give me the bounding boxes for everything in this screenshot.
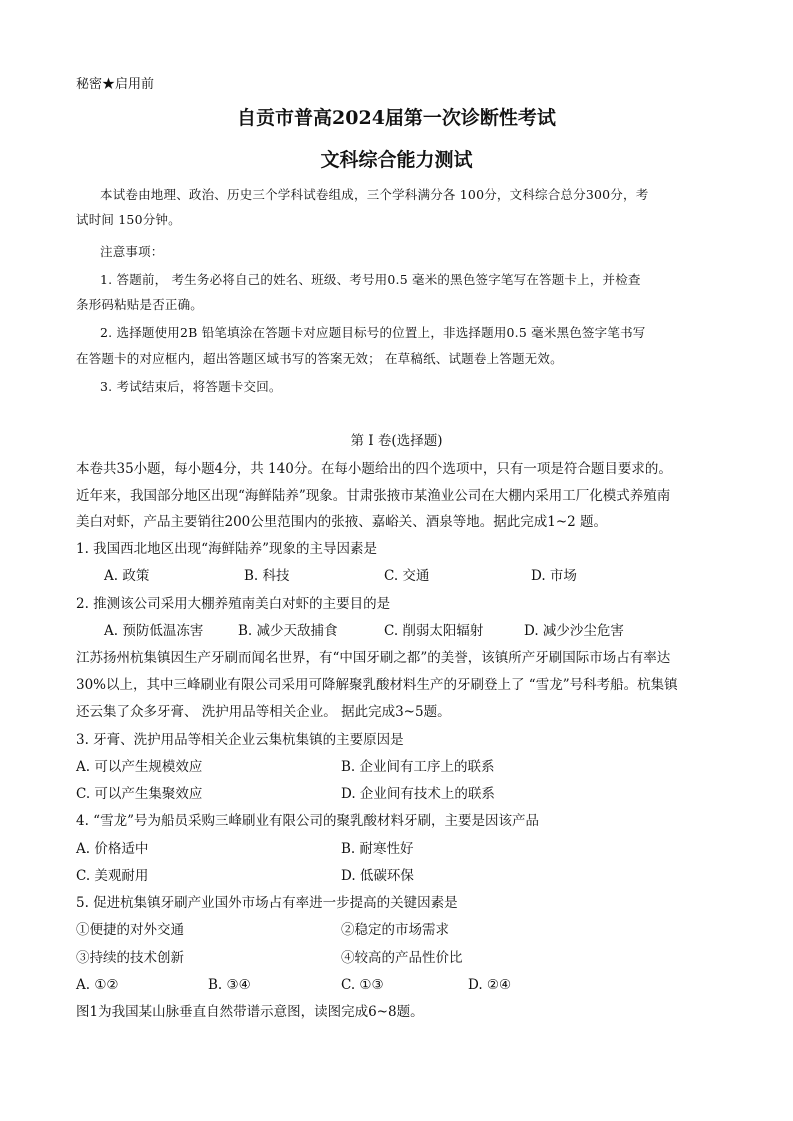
q3-option-b: B. 企业间有工序上的联系	[341, 759, 495, 775]
q3-option-a: A. 可以产生规模效应	[76, 759, 203, 775]
q4-stem: 4. “雪龙”号为船员采购三峰刷业有限公司的聚乳酸材料牙刷，主要是因该产品	[76, 813, 539, 829]
intro-line-2: 试时间 150分钟。	[76, 212, 181, 227]
q2-option-c: C. 削弱太阳辐射	[384, 623, 484, 639]
q2-option-d: D. 减少沙尘危害	[524, 623, 624, 639]
q4-option-c: C. 美观耐用	[76, 868, 149, 884]
notice-2b: 在答题卡的对应框内，超出答题区域书写的答案无效； 在草稿纸、试题卷上答题无效。	[76, 351, 563, 366]
q4-option-a: A. 价格适中	[76, 841, 149, 857]
confidential-label: 秘密★启用前	[76, 77, 155, 92]
q1-stem: 1. 我国西北地区出现“海鲜陆养”现象的主导因素是	[76, 541, 377, 557]
notice-1a: 1. 答题前， 考生务必将自己的姓名、班级、考号用0.5 毫米的黑色签字笔写在答题卡上，并检查	[100, 272, 641, 287]
passage2-line-3: 还云集了众多牙膏、 洗护用品等相关企业。 据此完成3~5题。	[76, 704, 451, 720]
notice-1b: 条形码粘贴是否正确。	[76, 297, 204, 312]
q2-stem: 2. 推测该公司采用大棚养殖南美白对虾的主要目的是	[76, 596, 391, 612]
q5-stem: 5. 促进杭集镇牙刷产业国外市场占有率进一步提高的关键因素是	[76, 895, 458, 911]
q1-option-d: D. 市场	[531, 568, 577, 584]
q4-option-b: B. 耐寒性好	[341, 841, 414, 857]
q5-option-b: B. ③④	[208, 977, 251, 993]
q1-option-c: C. 交通	[384, 568, 430, 584]
q1-option-b: B. 科技	[244, 568, 290, 584]
notice-3: 3. 考试结束后，将答题卡交回。	[100, 379, 282, 394]
q5-item-3: ③持续的技术创新	[76, 950, 184, 966]
passage1-line-2: 美白对虾，产品主要销往200公里范围内的张掖、嘉峪关、酒泉等地。据此完成1~2 题。	[76, 514, 608, 530]
passage3-line-1: 图1为我国某山脉垂直自然带谱示意图，读图完成6~8题。	[76, 1004, 424, 1020]
intro-line-1: 本试卷由地理、政治、历史三个学科试卷组成，三个学科满分各 100分，文科综合总分300分，考	[100, 187, 649, 202]
q5-item-4: ④较高的产品性价比	[341, 950, 463, 966]
q3-stem: 3. 牙膏、洗护用品等相关企业云集杭集镇的主要原因是	[76, 732, 404, 748]
notice-2a: 2. 选择题使用2B 铅笔填涂在答题卡对应题目标号的位置上，非选择题用0.5 毫米黑色签字笔书写	[100, 325, 646, 340]
notice-title: 注意事项：	[100, 244, 164, 259]
q5-option-c: C. ①③	[341, 977, 384, 993]
section-title: 第 Ⅰ 卷(选择题)	[350, 433, 443, 449]
passage2-line-1: 江苏扬州杭集镇因生产牙刷而闻名世界，有“中国牙刷之都”的美誉，该镇所产牙刷国际市场占有率达	[76, 650, 671, 666]
passage2-line-2: 30%以上，其中三峰刷业有限公司采用可降解聚乳酸材料生产的牙刷登上了 “雪龙”号科考船。杭集镇	[76, 677, 678, 693]
exam-title: 自贡市普高2024届第一次诊断性考试	[237, 107, 556, 129]
q3-option-d: D. 企业间有技术上的联系	[341, 786, 495, 802]
q1-option-a: A. 政策	[104, 568, 150, 584]
q3-option-c: C. 可以产生集聚效应	[76, 786, 203, 802]
passage1-line-1: 近年来，我国部分地区出现“海鲜陆养”现象。甘肃张掖市某渔业公司在大棚内采用工厂化模式养殖南	[76, 488, 671, 504]
section-desc: 本卷共35小题，每小题4分，共 140分。在每小题给出的四个选项中，只有一项是符合题目要求的。	[76, 461, 672, 477]
q4-option-d: D. 低碳环保	[341, 868, 414, 884]
q5-item-1: ①便捷的对外交通	[76, 922, 184, 938]
q5-option-a: A. ①②	[76, 977, 119, 993]
q2-option-a: A. 预防低温冻害	[104, 623, 204, 639]
q5-item-2: ②稳定的市场需求	[341, 922, 449, 938]
exam-subtitle: 文科综合能力测试	[320, 149, 473, 171]
q5-option-d: D. ②④	[468, 977, 512, 993]
q2-option-b: B. 减少天敌捕食	[238, 623, 338, 639]
